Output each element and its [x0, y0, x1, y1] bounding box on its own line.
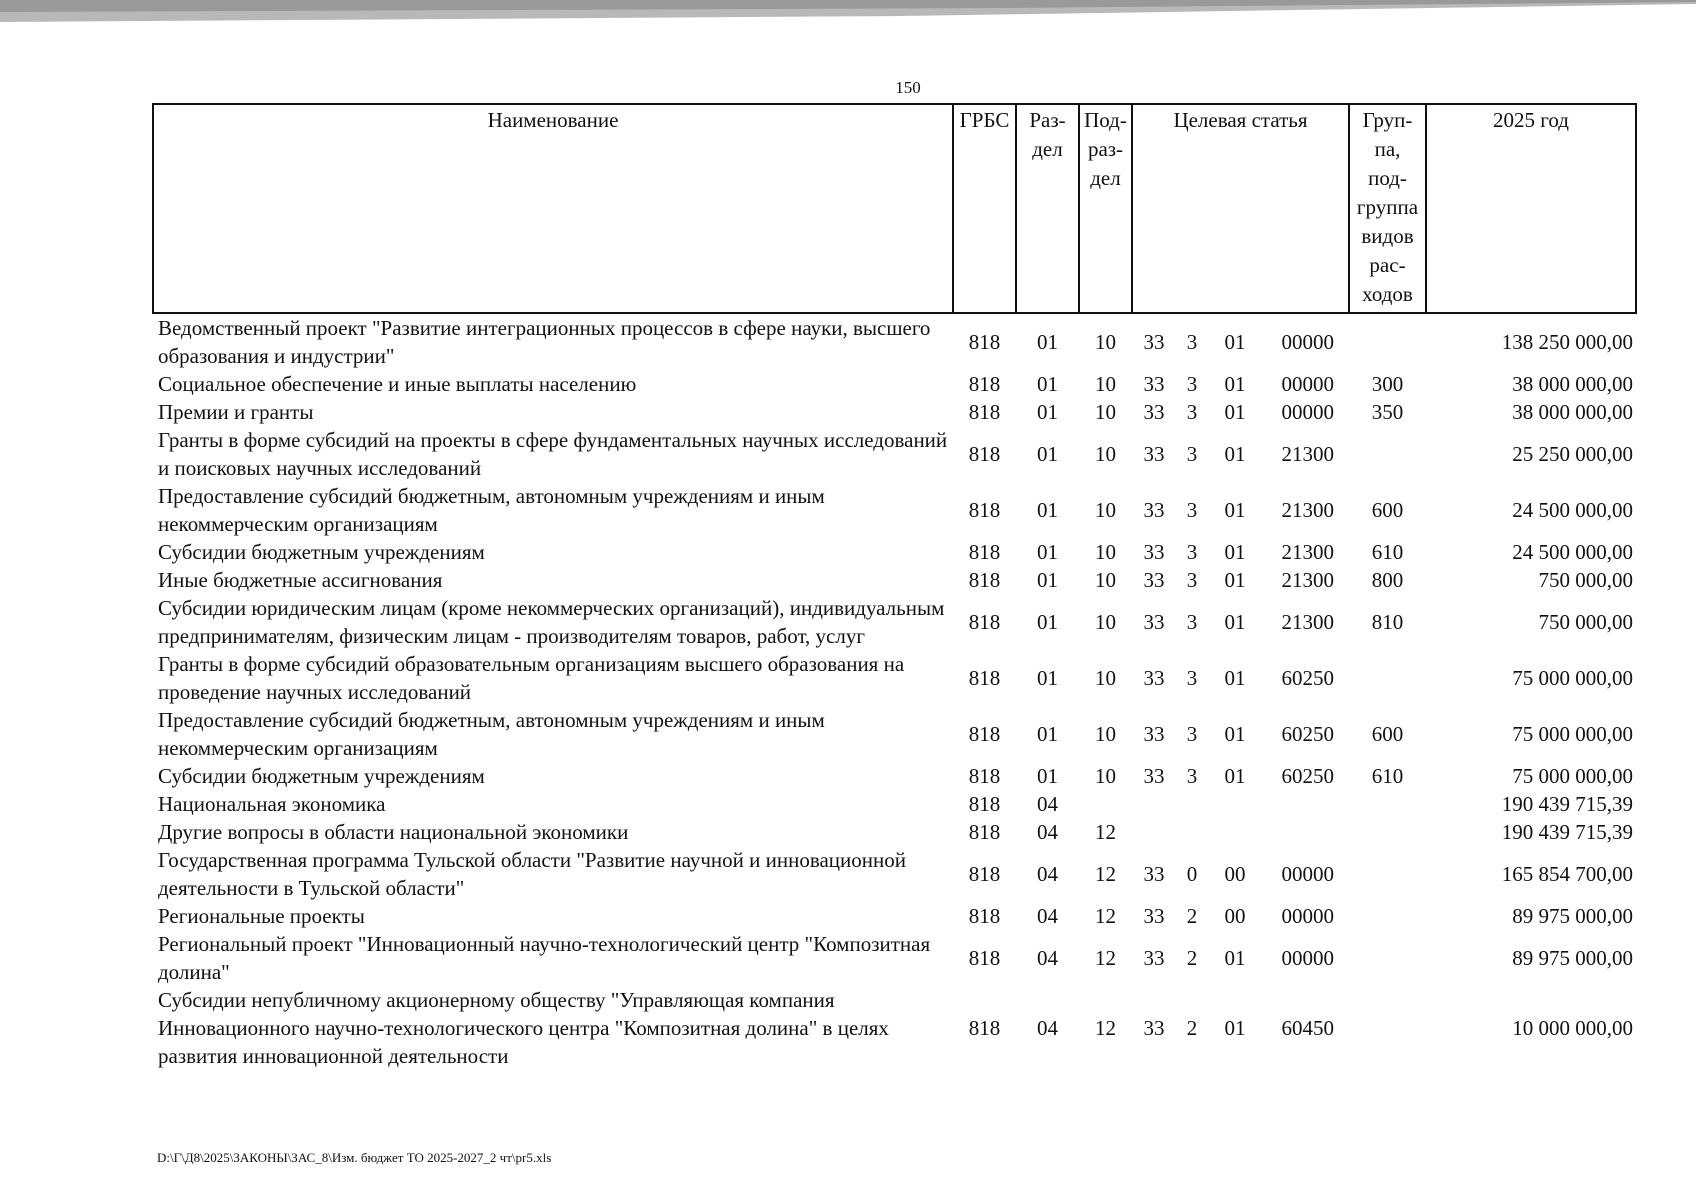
target-direction: 21300	[1281, 610, 1334, 634]
row-name: Премии и гранты	[158, 400, 314, 424]
row-grbs: 818	[968, 820, 1001, 844]
target-type: 3	[1186, 568, 1198, 592]
row-target	[1132, 846, 1349, 902]
row-name: Другие вопросы в области национальной экономики	[158, 820, 629, 844]
row-podrazdel: 10	[1095, 498, 1116, 522]
row-grbs: 818	[968, 498, 1001, 522]
row-group	[1349, 650, 1426, 706]
target-element: 01	[1224, 442, 1246, 466]
header-group-line: ходов	[1362, 282, 1413, 306]
row-name: Ведомственный проект "Развитие интеграционных процессов в сфере науки, высшего образования и индустрии"	[158, 316, 931, 368]
row-grbs: 818	[968, 400, 1001, 424]
target-type: 3	[1186, 540, 1198, 564]
target-type: 2	[1186, 904, 1198, 928]
target-type: 3	[1186, 330, 1198, 354]
target-type: 3	[1186, 722, 1198, 746]
row-grbs: 818	[968, 610, 1001, 634]
target-direction: 60250	[1281, 764, 1334, 788]
target-type: 3	[1186, 400, 1198, 424]
row-amount: 138 250 000,00	[1501, 330, 1633, 354]
row-name: Субсидии бюджетным учреждениям	[158, 764, 485, 788]
page-number: 150	[895, 78, 921, 97]
target-element: 01	[1224, 372, 1246, 396]
row-group: 350	[1371, 400, 1404, 424]
header-podrazdel-line: дел	[1090, 166, 1121, 190]
target-element: 01	[1224, 540, 1246, 564]
header-razdel-line: дел	[1032, 137, 1063, 161]
row-amount: 75 000 000,00	[1512, 722, 1633, 746]
row-podrazdel: 12	[1095, 1016, 1116, 1040]
row-amount: 190 439 715,39	[1501, 820, 1633, 844]
row-target	[1132, 313, 1349, 370]
row-amount: 25 250 000,00	[1512, 442, 1633, 466]
row-target	[1132, 706, 1349, 762]
row-amount: 165 854 700,00	[1501, 862, 1633, 886]
target-program: 33	[1143, 862, 1165, 886]
row-razdel: 01	[1037, 540, 1058, 564]
row-group: 300	[1371, 372, 1404, 396]
target-element: 01	[1224, 610, 1246, 634]
target-program: 33	[1143, 946, 1165, 970]
footer-file-path: D:\Г\Д8\2025\ЗАКОНЫ\ЗАС_8\Изм. бюджет ТО 2025-2027_2 чт\pr5.xls	[157, 1150, 552, 1165]
row-target	[1132, 986, 1349, 1070]
row-podrazdel: 12	[1095, 904, 1116, 928]
target-type: 3	[1186, 498, 1198, 522]
row-amount: 190 439 715,39	[1501, 792, 1633, 816]
row-podrazdel: 12	[1095, 820, 1116, 844]
table-row	[153, 930, 1636, 986]
target-direction: 60450	[1281, 1016, 1334, 1040]
row-razdel: 04	[1037, 820, 1058, 844]
row-amount: 89 975 000,00	[1512, 946, 1633, 970]
row-grbs: 818	[968, 722, 1001, 746]
row-amount: 89 975 000,00	[1512, 904, 1633, 928]
row-podrazdel: 12	[1095, 946, 1116, 970]
row-podrazdel: 10	[1095, 442, 1116, 466]
row-group	[1349, 846, 1426, 902]
row-group: 610	[1371, 540, 1404, 564]
table-row	[153, 538, 1636, 566]
row-amount: 24 500 000,00	[1512, 540, 1633, 564]
row-group: 600	[1371, 722, 1404, 746]
row-name: Субсидии юридическим лицам (кроме некоммерческих организаций), индивидуальным предпринимателям, физическим лицам - производителям товаров, работ, услуг	[158, 596, 945, 648]
row-razdel: 01	[1037, 764, 1058, 788]
row-razdel: 01	[1037, 330, 1058, 354]
table-row	[153, 370, 1636, 398]
header-razdel	[1016, 104, 1079, 313]
target-type: 2	[1186, 946, 1198, 970]
target-element: 01	[1224, 330, 1246, 354]
table-row	[153, 650, 1636, 706]
row-grbs: 818	[968, 372, 1001, 396]
row-amount: 24 500 000,00	[1512, 498, 1633, 522]
header-razdel-line: Раз-	[1029, 108, 1066, 132]
row-amount: 750 000,00	[1538, 568, 1633, 592]
table-row	[153, 986, 1636, 1070]
row-target	[1132, 594, 1349, 650]
scan-edge-shading	[0, 0, 1696, 26]
header-podrazdel-line: Под-	[1084, 108, 1127, 132]
table-row	[153, 902, 1636, 930]
target-type: 3	[1186, 372, 1198, 396]
target-type: 0	[1186, 862, 1198, 886]
row-name: Государственная программа Тульской области "Развитие научной и инновационной деятельности в Тульской области"	[158, 848, 906, 900]
row-target	[1132, 818, 1349, 846]
header-group-line: па,	[1374, 137, 1401, 161]
target-program: 33	[1143, 666, 1165, 690]
row-target	[1132, 538, 1349, 566]
target-program: 33	[1143, 498, 1165, 522]
target-program: 33	[1143, 1016, 1165, 1040]
target-direction: 00000	[1281, 372, 1334, 396]
row-group	[1349, 790, 1426, 818]
row-name: Национальная экономика	[158, 792, 386, 816]
row-target	[1132, 930, 1349, 986]
row-group	[1349, 818, 1426, 846]
row-group	[1349, 986, 1426, 1070]
row-razdel: 01	[1037, 722, 1058, 746]
row-target	[1132, 762, 1349, 790]
row-name: Предоставление субсидий бюджетным, автономным учреждениям и иным некоммерческим организациям	[158, 708, 825, 760]
row-group: 610	[1371, 764, 1404, 788]
target-element: 01	[1224, 568, 1246, 592]
header-group-line: под-	[1368, 166, 1407, 190]
row-name: Гранты в форме субсидий образовательным организациям высшего образования на проведение научных исследований	[158, 652, 905, 704]
row-target	[1132, 566, 1349, 594]
header-name: Наименование	[153, 104, 953, 313]
row-name: Региональный проект "Инновационный научно-технологический центр "Композитная долина"	[158, 932, 931, 984]
row-grbs: 818	[968, 862, 1001, 886]
row-name: Субсидии непубличному акционерному обществу "Управляющая компания Инновационного научно-технологического центра "Композитная долина" в целях развития инновационной деятельности	[158, 988, 889, 1068]
target-direction: 21300	[1281, 540, 1334, 564]
target-element: 01	[1224, 1016, 1246, 1040]
table-row	[153, 482, 1636, 538]
table-row	[153, 566, 1636, 594]
row-name: Иные бюджетные ассигнования	[158, 568, 443, 592]
row-name: Региональные проекты	[158, 904, 365, 928]
row-razdel: 04	[1037, 1016, 1058, 1040]
row-target	[1132, 650, 1349, 706]
header-podrazdel	[1079, 104, 1132, 313]
header-group-line: видов	[1361, 224, 1414, 248]
row-grbs: 818	[968, 666, 1001, 690]
table-row	[153, 790, 1636, 818]
header-group-line: Груп-	[1362, 108, 1413, 132]
row-amount: 750 000,00	[1538, 610, 1633, 634]
row-razdel: 01	[1037, 400, 1058, 424]
row-name: Социальное обеспечение и иные выплаты населению	[158, 372, 637, 396]
row-grbs: 818	[968, 540, 1001, 564]
row-podrazdel: 10	[1095, 540, 1116, 564]
target-program: 33	[1143, 372, 1165, 396]
target-program: 33	[1143, 400, 1165, 424]
row-razdel: 01	[1037, 372, 1058, 396]
header-podrazdel-line: раз-	[1087, 137, 1124, 161]
target-program: 33	[1143, 442, 1165, 466]
row-amount: 75 000 000,00	[1512, 764, 1633, 788]
target-element: 01	[1224, 764, 1246, 788]
row-podrazdel: 10	[1095, 666, 1116, 690]
row-podrazdel	[1079, 790, 1132, 818]
target-element: 00	[1224, 862, 1246, 886]
row-amount: 38 000 000,00	[1512, 372, 1633, 396]
row-name: Предоставление субсидий бюджетным, автономным учреждениям и иным некоммерческим организациям	[158, 484, 825, 536]
row-podrazdel: 12	[1095, 862, 1116, 886]
row-target	[1132, 790, 1349, 818]
row-amount: 75 000 000,00	[1512, 666, 1633, 690]
target-element: 01	[1224, 498, 1246, 522]
row-group: 600	[1371, 498, 1404, 522]
table-row	[153, 818, 1636, 846]
target-program: 33	[1143, 568, 1165, 592]
row-razdel: 04	[1037, 862, 1058, 886]
row-target	[1132, 482, 1349, 538]
row-grbs: 818	[968, 764, 1001, 788]
target-element: 01	[1224, 400, 1246, 424]
row-grbs: 818	[968, 904, 1001, 928]
row-razdel: 01	[1037, 666, 1058, 690]
target-type: 3	[1186, 764, 1198, 788]
target-direction: 21300	[1281, 442, 1334, 466]
table-row	[153, 594, 1636, 650]
row-amount: 10 000 000,00	[1512, 1016, 1633, 1040]
header-amount: 2025 год	[1426, 104, 1636, 313]
budget-table	[152, 103, 1637, 1070]
row-razdel: 04	[1037, 792, 1058, 816]
target-program: 33	[1143, 904, 1165, 928]
target-type: 3	[1186, 442, 1198, 466]
row-grbs: 818	[968, 946, 1001, 970]
row-target	[1132, 902, 1349, 930]
row-group	[1349, 902, 1426, 930]
target-type: 3	[1186, 666, 1198, 690]
row-podrazdel: 10	[1095, 330, 1116, 354]
row-grbs: 818	[968, 1016, 1001, 1040]
row-name: Гранты в форме субсидий на проекты в сфере фундаментальных научных исследований и поисковых научных исследований	[158, 428, 948, 480]
table-header	[153, 104, 1636, 313]
table-row	[153, 426, 1636, 482]
header-group	[1349, 104, 1426, 313]
row-group	[1349, 313, 1426, 370]
row-name: Субсидии бюджетным учреждениям	[158, 540, 485, 564]
target-direction: 00000	[1281, 862, 1334, 886]
target-program: 33	[1143, 610, 1165, 634]
row-amount: 38 000 000,00	[1512, 400, 1633, 424]
target-element: 01	[1224, 666, 1246, 690]
row-razdel: 04	[1037, 904, 1058, 928]
row-razdel: 04	[1037, 946, 1058, 970]
row-podrazdel: 10	[1095, 568, 1116, 592]
header-group-line: группа	[1356, 195, 1419, 219]
table-row	[153, 706, 1636, 762]
row-grbs: 818	[968, 330, 1001, 354]
row-grbs: 818	[968, 792, 1001, 816]
row-razdel: 01	[1037, 610, 1058, 634]
header-target: Целевая статья	[1132, 104, 1349, 313]
target-program: 33	[1143, 330, 1165, 354]
row-podrazdel: 10	[1095, 764, 1116, 788]
target-program: 33	[1143, 540, 1165, 564]
target-element: 01	[1224, 722, 1246, 746]
target-direction: 21300	[1281, 568, 1334, 592]
row-razdel: 01	[1037, 568, 1058, 592]
target-type: 2	[1186, 1016, 1198, 1040]
target-type: 3	[1186, 610, 1198, 634]
row-group: 800	[1371, 568, 1404, 592]
row-group	[1349, 426, 1426, 482]
target-direction: 00000	[1281, 946, 1334, 970]
row-group	[1349, 930, 1426, 986]
target-direction: 00000	[1281, 330, 1334, 354]
header-grbs: ГРБС	[953, 104, 1016, 313]
row-podrazdel: 10	[1095, 400, 1116, 424]
target-element: 01	[1224, 946, 1246, 970]
header-group-line: рас-	[1369, 253, 1406, 277]
row-target	[1132, 426, 1349, 482]
row-razdel: 01	[1037, 498, 1058, 522]
row-group: 810	[1371, 610, 1404, 634]
table-row	[153, 762, 1636, 790]
target-direction: 60250	[1281, 722, 1334, 746]
target-direction: 60250	[1281, 666, 1334, 690]
row-podrazdel: 10	[1095, 372, 1116, 396]
target-element: 00	[1224, 904, 1246, 928]
row-grbs: 818	[968, 442, 1001, 466]
table-row	[153, 398, 1636, 426]
target-direction: 00000	[1281, 400, 1334, 424]
row-razdel: 01	[1037, 442, 1058, 466]
target-direction: 21300	[1281, 498, 1334, 522]
target-program: 33	[1143, 722, 1165, 746]
row-podrazdel: 10	[1095, 722, 1116, 746]
target-program: 33	[1143, 764, 1165, 788]
row-podrazdel: 10	[1095, 610, 1116, 634]
row-target	[1132, 370, 1349, 398]
row-grbs: 818	[968, 568, 1001, 592]
table-row	[153, 846, 1636, 902]
target-direction: 00000	[1281, 904, 1334, 928]
table-row	[153, 313, 1636, 370]
row-target	[1132, 398, 1349, 426]
